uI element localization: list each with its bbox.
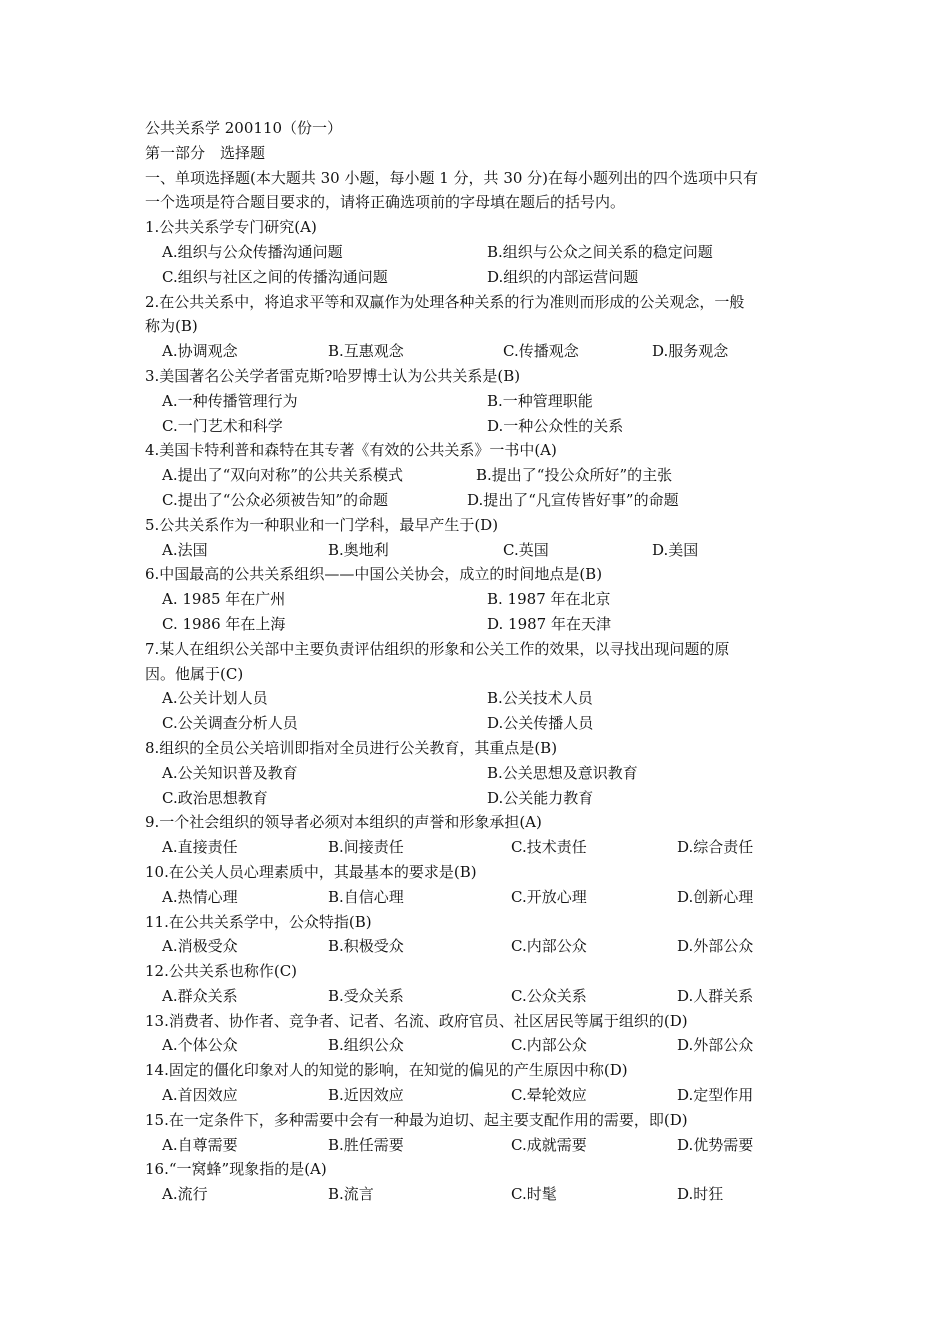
answer-option: B.积极受众 [328,937,404,956]
options-row [145,761,815,786]
question-item [145,438,815,512]
options-row [145,686,815,711]
question-stem: 13.消费者、协作者、竞争者、记者、名流、政府官员、社区居民等属于组织的(D) [145,1011,688,1030]
options-row [145,1083,815,1108]
options-row [145,389,815,414]
question-item [145,562,815,636]
answer-option: C.传播观念 [503,342,579,361]
answer-option: B.间接责任 [328,838,404,857]
question-item [145,364,815,438]
question-item [145,736,815,810]
answer-option: C.英国 [503,540,549,559]
answer-option: D.一种公众性的关系 [487,416,624,435]
answer-option: B.组织公众 [328,1036,404,1055]
answer-option: D.创新心理 [677,887,754,906]
question-stem: 8.组织的全员公关培训即指对全员进行公关教育，其重点是(B) [145,738,558,757]
options-row [145,339,815,364]
options-row [145,1033,815,1058]
options-row [145,612,815,637]
question-stem: 称为(B) [145,317,198,336]
question-stem: 12.公共关系也称作(C) [145,962,298,981]
answer-option: B.受众关系 [328,986,404,1005]
answer-option: A.法国 [162,540,208,559]
question-stem: 9.一个社会组织的领导者必须对本组织的声誉和形象承担(A) [145,813,542,832]
answer-option: B.提出了“投公众所好”的主张 [476,466,673,485]
answer-option: A.公关知识普及教育 [162,763,298,782]
options-row [145,587,815,612]
answer-option: A.直接责任 [162,838,238,857]
answer-option: A.自尊需要 [162,1135,238,1154]
options-row [145,786,815,811]
instructions-line: 一个选项是符合题目要求的，请将正确选项前的字母填在题后的括号内。 [145,193,626,212]
answer-option: A.提出了“双向对称”的公共关系模式 [162,466,403,485]
answer-option: B.组织与公众之间关系的稳定问题 [487,242,713,261]
instructions-line: 一、单项选择题(本大题共 30 小题，每小题 1 分，共 30 分)在每小题列出的四个选项中只有 [145,168,759,187]
answer-option: A.消极受众 [162,937,238,956]
question-item [145,910,815,960]
answer-option: A.热情心理 [162,887,238,906]
answer-option: D.人群关系 [677,986,754,1005]
answer-option: C.时髦 [511,1185,557,1204]
question-stem: 11.在公共关系学中，公众特指(B) [145,912,372,931]
question-stem: 16.“一窝蜂”现象指的是(A) [145,1160,327,1179]
answer-option: A.个体公众 [162,1036,238,1055]
question-item [145,1058,815,1108]
answer-option: B.流言 [328,1185,374,1204]
answer-option: D.定型作用 [677,1086,754,1105]
answer-option: A.一种传播管理行为 [162,391,298,410]
answer-option: C.公众关系 [511,986,587,1005]
options-row [145,488,815,513]
answer-option: C.提出了“公众必须被告知”的命题 [162,490,389,509]
question-item [145,860,815,910]
answer-option: A.流行 [162,1185,208,1204]
answer-option: B.互惠观念 [328,342,404,361]
question-stem: 5.公共关系作为一种职业和一门学科，最早产生于(D) [145,515,499,534]
question-item [145,513,815,563]
answer-option: D.服务观念 [652,342,729,361]
question-stem: 因。他属于(C) [145,664,244,683]
answer-option: C.成就需要 [511,1135,587,1154]
question-list [145,215,815,1207]
options-row [145,711,815,736]
answer-option: D.公关传播人员 [487,714,594,733]
answer-option: C.一门艺术和科学 [162,416,283,435]
answer-option: B.近因效应 [328,1086,404,1105]
question-item [145,1157,815,1207]
answer-option: C. 1986 年在上海 [162,614,286,633]
answer-option: B.奥地利 [328,540,389,559]
answer-option: D.公关能力教育 [487,788,594,807]
options-row [145,1133,815,1158]
answer-option: C.技术责任 [511,838,587,857]
options-row [145,835,815,860]
question-stem: 4.美国卡特利普和森特在其专著《有效的公共关系》一书中(A) [145,441,557,460]
answer-option: D.优势需要 [677,1135,754,1154]
question-item [145,959,815,1009]
options-row [145,463,815,488]
question-item [145,215,815,289]
answer-option: C.公关调查分析人员 [162,714,298,733]
answer-option: D.时狂 [677,1185,724,1204]
question-stem: 10.在公关人员心理素质中，其最基本的要求是(B) [145,862,477,881]
options-row [145,414,815,439]
answer-option: A.首因效应 [162,1086,238,1105]
question-stem: 6.中国最高的公共关系组织——中国公关协会，成立的时间地点是(B) [145,565,603,584]
section-heading: 第一部分 选择题 [145,143,266,162]
answer-option: A.组织与公众传播沟通问题 [162,242,343,261]
question-stem: 14.固定的僵化印象对人的知觉的影响，在知觉的偏见的产生原因中称(D) [145,1061,628,1080]
answer-option: A. 1985 年在广州 [162,590,286,609]
options-row [145,265,815,290]
question-stem: 3.美国著名公关学者雷克斯?哈罗博士认为公共关系是(B) [145,366,521,385]
answer-option: B.自信心理 [328,887,404,906]
question-stem: 1.公共关系学专门研究(A) [145,218,317,237]
exam-page [145,116,815,1207]
options-row [145,934,815,959]
question-item [145,1108,815,1158]
answer-option: B.公关技术人员 [487,689,593,708]
answer-option: A.公关计划人员 [162,689,268,708]
question-item [145,637,815,736]
answer-option: C.组织与社区之间的传播沟通问题 [162,267,388,286]
answer-option: B. 1987 年在北京 [487,590,611,609]
answer-option: A.群众关系 [162,986,238,1005]
answer-option: B.公关思想及意识教育 [487,763,638,782]
answer-option: C.晕轮效应 [511,1086,587,1105]
question-item [145,1009,815,1059]
answer-option: D.外部公众 [677,1036,754,1055]
answer-option: D. 1987 年在天津 [487,614,611,633]
answer-option: D.组织的内部运营问题 [487,267,639,286]
exam-title: 公共关系学 200110（份一） [145,119,343,137]
answer-option: C.内部公众 [511,937,587,956]
options-row [145,240,815,265]
answer-option: D.综合责任 [677,838,754,857]
answer-option: D.提出了“凡宣传皆好事”的命题 [467,490,679,509]
question-stem: 2.在公共关系中，将追求平等和双赢作为处理各种关系的行为准则而形成的公关观念，一般 [145,292,745,311]
answer-option: C.内部公众 [511,1036,587,1055]
question-item [145,810,815,860]
answer-option: B.一种管理职能 [487,391,593,410]
answer-option: D.美国 [652,540,699,559]
answer-option: C.政治思想教育 [162,788,268,807]
options-row [145,538,815,563]
question-stem: 15.在一定条件下，多种需要中会有一种最为迫切、起主要支配作用的需要，即(D) [145,1110,688,1129]
answer-option: A.协调观念 [162,342,238,361]
answer-option: C.开放心理 [511,887,587,906]
answer-option: D.外部公众 [677,937,754,956]
options-row [145,1182,815,1207]
question-item [145,290,815,364]
answer-option: B.胜任需要 [328,1135,404,1154]
options-row [145,885,815,910]
question-stem: 7.某人在组织公关部中主要负责评估组织的形象和公关工作的效果，以寻找出现问题的原 [145,639,730,658]
options-row [145,984,815,1009]
